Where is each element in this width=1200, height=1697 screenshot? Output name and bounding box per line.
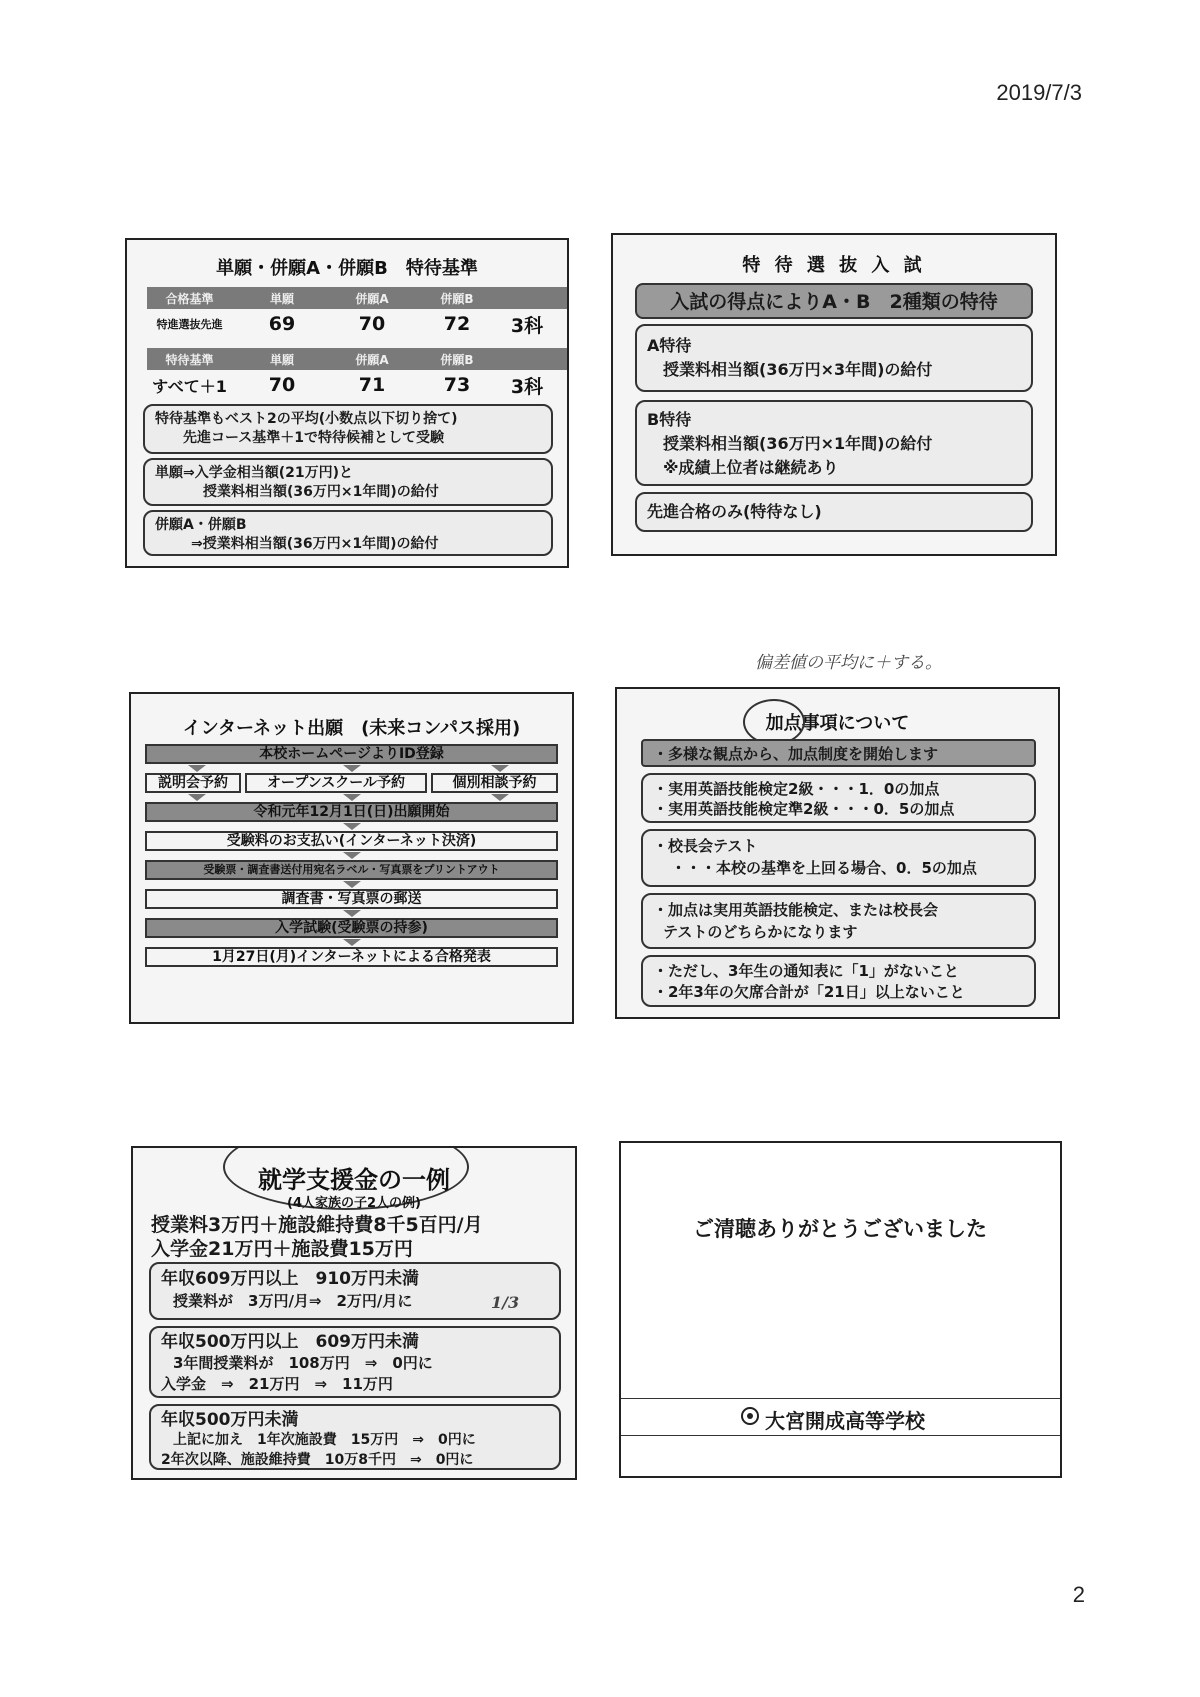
info-box [143, 510, 553, 556]
arrow-icon [343, 910, 361, 917]
table2-row [147, 374, 567, 396]
flow-step-results: 1月27日(月)インターネットによる合格発表 [145, 947, 558, 967]
table-cell: 合格基準 [165, 291, 214, 306]
flow-step-briefing: 説明会予約 [145, 773, 241, 793]
info-line: ・ただし、3年生の通知表に「1」がないこと [653, 962, 959, 980]
info-line: 授業料が 3万円/月⇒ 2万円/月に [173, 1292, 413, 1310]
flow-step-payment: 受験料のお支払い(インターネット決済) [145, 831, 558, 851]
table-cell: 3科 [510, 314, 544, 337]
flow-step-application-start: 令和元年12月1日(日)出願開始 [145, 802, 558, 822]
arrow-icon [491, 794, 509, 801]
slide-title: 特 待 選 抜 入 試 [742, 255, 926, 276]
info-line: ・実用英語技能検定準2級・・・0．5の加点 [653, 800, 955, 818]
divider [621, 1398, 1060, 1399]
info-line: 授業料相当額(36万円×1年間)の給付 [203, 484, 439, 500]
slide-title: 就学支援金の一例 [258, 1166, 450, 1194]
handwritten-note: 1/3 [491, 1293, 520, 1312]
arrow-icon [343, 794, 361, 801]
income-box [149, 1326, 561, 1398]
table-cell: 72 [443, 313, 471, 335]
slide-title: インターネット出願 (未来コンパス採用) [182, 718, 521, 739]
slide-support-fund [131, 1146, 577, 1480]
flow-step-id-register: 本校ホームページよりID登録 [145, 744, 558, 764]
info-line: 授業料相当額(36万円×1年間)の給付 [663, 434, 933, 453]
table-cell: 3科 [510, 375, 544, 398]
flow-step-printout: 受験票・調査書送付用宛名ラベル・写真票をプリントアウト [145, 860, 558, 880]
table2-header [147, 348, 567, 370]
info-line: ※成績上位者は継続あり [663, 458, 839, 477]
income-box [149, 1262, 561, 1320]
info-box [641, 773, 1036, 823]
info-line: 年収609万円以上 910万円未満 [161, 1269, 419, 1289]
table-cell: 単願 [269, 352, 294, 367]
info-line: 併願A・併願B [155, 517, 247, 533]
arrow-icon [188, 765, 206, 772]
flow-step-exam: 入学試験(受験票の持参) [145, 918, 558, 938]
info-line: 2年次以降、施設維持費 10万8千円 ⇒ 0円に [161, 1452, 474, 1468]
info-line: 上記に加え 1年次施設費 15万円 ⇒ 0円に [173, 1432, 476, 1448]
info-line: 3年間授業料が 108万円 ⇒ 0円に [173, 1354, 433, 1372]
flow-step-open-school: オープンスクール予約 [245, 773, 427, 793]
table1-header [147, 287, 567, 309]
info-line: 入学金 ⇒ 21万円 ⇒ 11万円 [161, 1375, 393, 1393]
info-box [641, 893, 1036, 949]
info-box-a [635, 324, 1033, 392]
info-line: テストのどちらかになります [663, 923, 858, 941]
slide-subtitle: (4人家族の子2人の例) [287, 1196, 421, 1211]
banner: 入試の得点によりA・B 2種類の特待 [635, 283, 1033, 319]
table1-row [147, 313, 567, 335]
school-name: 大宮開成高等学校 [765, 1409, 925, 1433]
info-line: ・実用英語技能検定2級・・・1．0の加点 [653, 780, 940, 798]
info-box [641, 829, 1036, 887]
fee-line: 入学金21万円＋施設費15万円 [151, 1238, 413, 1260]
table-cell: 70 [268, 374, 296, 396]
slide-title: 単願・併願A・併願B 特待基準 [216, 258, 478, 279]
slide-title: 加点事項について [765, 713, 910, 734]
arrow-icon [343, 852, 361, 859]
slide-internet-application [129, 692, 574, 1024]
arrow-icon [343, 765, 361, 772]
arrow-icon [343, 939, 361, 946]
info-line: 年収500万円以上 609万円未満 [161, 1332, 419, 1352]
table-cell: 73 [443, 374, 471, 396]
school-crest-icon [741, 1407, 759, 1425]
table-cell: 71 [358, 374, 386, 396]
info-line: ・校長会テスト [653, 837, 758, 855]
table-cell: 単願 [269, 291, 294, 306]
info-box-c [635, 492, 1033, 532]
info-box [143, 458, 553, 506]
info-line: A特待 [647, 336, 692, 355]
fee-line: 授業料3万円＋施設維持費8千5百円/月 [151, 1214, 483, 1236]
slide-tokutai-exam [611, 233, 1057, 556]
info-line: 単願⇒入学金相当額(21万円)と [155, 465, 354, 481]
arrow-icon [491, 765, 509, 772]
info-line: 先進コース基準＋1で特待候補として受験 [183, 430, 445, 446]
info-line: ・・・本校の基準を上回る場合、0．5の加点 [671, 859, 977, 877]
info-line: ⇒授業料相当額(36万円×1年間)の給付 [191, 536, 439, 552]
flow-step-consult: 個別相談予約 [431, 773, 558, 793]
slide-thank-you [619, 1141, 1062, 1478]
table-cell: すべて＋1 [152, 376, 227, 396]
info-line: ・加点は実用英語技能検定、または校長会 [653, 901, 939, 919]
divider [621, 1435, 1060, 1436]
table-cell: 併願A [355, 291, 389, 306]
info-line: 授業料相当額(36万円×3年間)の給付 [663, 360, 933, 379]
info-line: ・2年3年の欠席合計が「21日」以上ないこと [653, 983, 965, 1001]
info-line: B特待 [647, 410, 692, 429]
table-cell: 特待基準 [165, 352, 214, 367]
table-cell: 併願B [440, 291, 474, 306]
thank-you-message: ご清聴ありがとうございました [693, 1217, 987, 1241]
table-cell: 69 [268, 313, 296, 335]
table-cell: 併願B [440, 352, 474, 367]
table-cell: 70 [358, 313, 386, 335]
arrow-icon [343, 823, 361, 830]
arrow-icon [343, 881, 361, 888]
page-date: 2019/7/3 [996, 80, 1082, 105]
slide-bonus-points [615, 687, 1060, 1019]
info-line: 先進合格のみ(特待なし) [647, 502, 822, 521]
info-line: 年収500万円未満 [161, 1410, 299, 1430]
info-box [143, 404, 553, 454]
page-number: 2 [1072, 1582, 1085, 1607]
banner: ・多様な観点から、加点制度を開始します [641, 739, 1036, 767]
info-line: 特待基準もベスト2の平均(小数点以下切り捨て) [155, 411, 458, 427]
info-box [641, 955, 1036, 1007]
table-cell: 特進選抜先進 [156, 318, 223, 331]
handwritten-annotation: 偏差値の平均に＋する。 [755, 653, 942, 673]
table-cell: 併願A [355, 352, 389, 367]
flow-step-mailing: 調査書・写真票の郵送 [145, 889, 558, 909]
arrow-icon [188, 794, 206, 801]
info-box-b [635, 400, 1033, 486]
income-box [149, 1404, 561, 1470]
slide-tokutai-criteria [125, 238, 569, 568]
